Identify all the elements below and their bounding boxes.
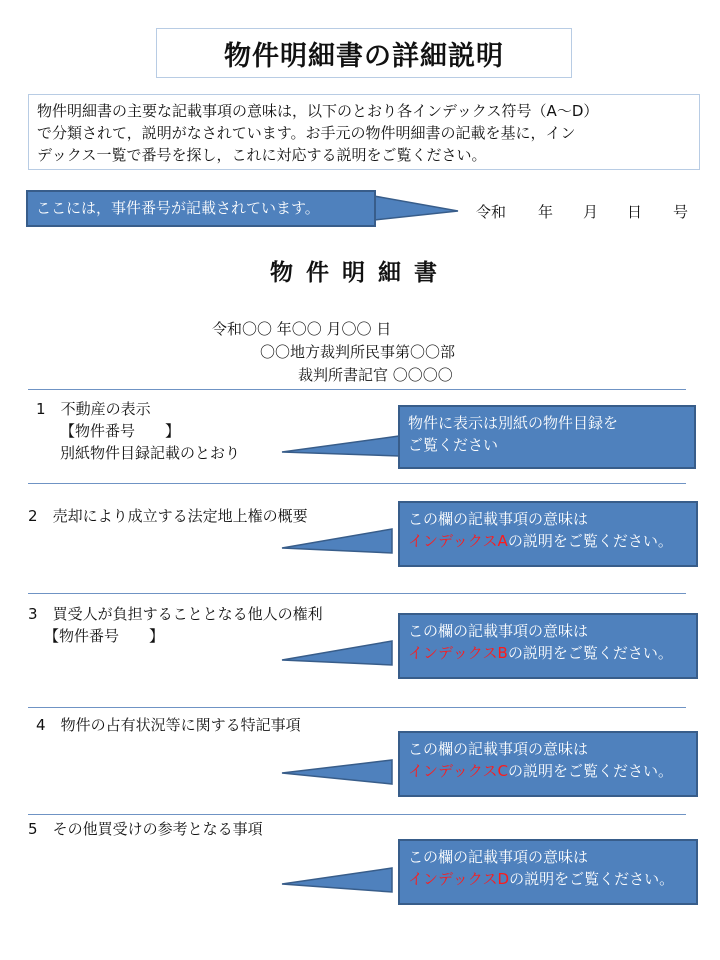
section-5-callout-pointer <box>282 868 392 892</box>
section-3-property-number: 【物件番号 】 <box>44 627 165 645</box>
callout-line: この欄の記載事項の意味は <box>408 622 589 640</box>
section-4-callout <box>398 731 698 797</box>
section-number: 1 <box>36 400 46 418</box>
section-title: その他買受けの参考となる事項 <box>52 820 263 838</box>
section-1-property-number: 【物件番号 】 <box>60 422 181 440</box>
section-5-callout <box>398 839 698 905</box>
callout-line: 物件に表示は別紙の物件目録を <box>408 414 619 432</box>
section-number: 3 <box>28 605 38 623</box>
section-title: 売却により成立する法定地上権の概要 <box>52 507 308 525</box>
section-number: 5 <box>28 820 38 838</box>
section-3-callout <box>398 613 698 679</box>
intro-line: 物件明細書の主要な記載事項の意味は，以下のとおり各インデックス符号（A～D） <box>37 102 599 120</box>
section-title: 物件の占有状況等に関する特記事項 <box>60 716 301 734</box>
section-2-callout <box>398 501 698 567</box>
case-number-unit: 号 <box>673 203 689 221</box>
index-label: インデックスA <box>408 532 508 550</box>
callout-suffix: の説明をご覧ください。 <box>507 644 673 662</box>
case-day-unit: 日 <box>627 203 643 221</box>
section-2-heading <box>28 506 308 526</box>
section-5-heading <box>28 819 263 839</box>
callout-line: ご覧ください <box>408 436 499 454</box>
callout-line <box>408 642 688 664</box>
document-date: 令和〇〇 年〇〇 月〇〇 日 <box>212 320 392 338</box>
callout-line: この欄の記載事項の意味は <box>408 740 589 758</box>
section-3-heading <box>28 604 323 624</box>
section-title: 不動産の表示 <box>60 400 151 418</box>
callout-line: この欄の記載事項の意味は <box>408 848 589 866</box>
section-2-callout-pointer <box>282 529 392 553</box>
section-number: 4 <box>36 716 46 734</box>
page-title: 物件明細書の詳細説明 <box>156 28 572 78</box>
court-name: 〇〇地方裁判所民事第〇〇部 <box>260 343 456 361</box>
callout-suffix: の説明をご覧ください。 <box>508 762 674 780</box>
section-divider <box>28 389 686 390</box>
case-era: 令和 <box>476 203 507 221</box>
case-number-callout <box>26 190 376 227</box>
document-title: 物件明細書 <box>270 260 450 286</box>
clerk-name: 裁判所書記官 〇〇〇〇 <box>298 366 453 384</box>
callout-line <box>408 760 688 782</box>
index-label: インデックスB <box>408 644 508 662</box>
section-divider <box>28 707 686 708</box>
intro-line: で分類されて，説明がなされています。お手元の物件明細書の記載を基に，イン <box>37 124 576 142</box>
section-1-callout <box>398 405 696 469</box>
section-title: 買受人が負担することとなる他人の権利 <box>52 605 323 623</box>
case-number-callout-text: ここには，事件番号が記載されています。 <box>36 199 320 217</box>
callout-line <box>408 868 688 890</box>
section-4-callout-pointer <box>282 760 392 784</box>
intro-text <box>28 94 700 170</box>
index-label: インデックスD <box>408 870 510 888</box>
case-callout-pointer <box>374 196 458 220</box>
callout-line: この欄の記載事項の意味は <box>408 510 589 528</box>
intro-line: デックス一覧で番号を探し，これに対応する説明をご覧ください。 <box>37 146 487 164</box>
section-divider <box>28 593 686 594</box>
section-1-callout-pointer <box>282 436 399 456</box>
section-1-heading <box>36 399 151 419</box>
section-1-property-note: 別紙物件目録記載のとおり <box>60 444 241 462</box>
case-month-unit: 月 <box>583 203 599 221</box>
section-divider <box>28 814 686 815</box>
index-label: インデックスC <box>408 762 509 780</box>
section-divider <box>28 483 686 484</box>
callout-suffix: の説明をご覧ください。 <box>509 870 675 888</box>
callout-suffix: の説明をご覧ください。 <box>507 532 673 550</box>
section-number: 2 <box>28 507 38 525</box>
section-4-heading <box>36 715 301 735</box>
section-3-callout-pointer <box>282 641 392 665</box>
callout-line <box>408 530 688 552</box>
case-year-unit: 年 <box>538 203 554 221</box>
